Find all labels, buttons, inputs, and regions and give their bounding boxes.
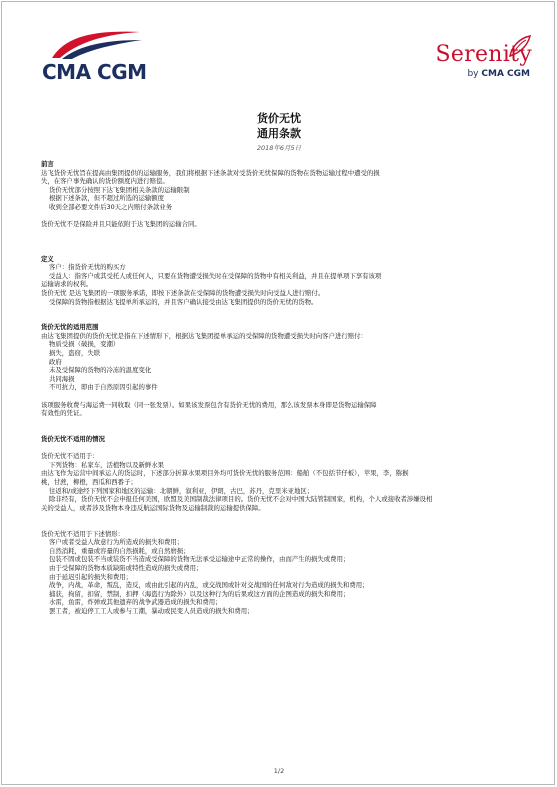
subheading-not-applicable-losses: 货价无忧不适用于下述情形： [41,529,125,538]
list-item: 战争，内战，革命，叛乱，造反，或由此引起的内乱，或交战国或针对交战国的任何敌对行为造成的损失和费用； [49,581,369,590]
document-body [41,160,521,615]
text-line: 受益人：指客户或其受托人或任何人，只要在货物遭受损失时在受保障的货物中有相关利益，并且在提单项下享有该项 [49,271,382,280]
list-item: 除非经有，货价无忧不会申报任何美国，欧盟及美国制裁法律项目的。货价无忧不会对中国大陆管制国家，机构，个人或接收者涉嫌设相 [49,495,433,504]
text-line: 失，在客户事先确认的货价额度内进行赔偿。 [41,177,169,186]
list-item: 由于延迟引起的损失和费用； [49,572,133,581]
list-item: 包装不固或包装不当或装货不当造成受保障的货物无法承受运输途中正常的操作，由而产生的损失或费用； [49,555,350,564]
document-subtitle: 通用条款 [257,127,301,140]
page-number: 1/2 [273,767,285,775]
section-heading-exclusions: 货价无忧不适用的情况 [41,435,105,443]
list-item: 往返和/或途经下列国家和地区的运输：北朝鲜，叙利亚，伊朗，古巴，苏丹，克里米亚地区； [49,486,314,495]
serenity-by-line [382,68,530,80]
leaf-icon [506,34,532,58]
list-item: 客户或者受益人故意行为所造成的损失和费用； [49,538,184,547]
list-item: 罢工者，被迫停工工人或参与工潮，暴动或民变人员造成的损失和费用； [49,606,254,615]
list-item: 根据下述条款，但不超过所选的运输额度 [49,194,165,203]
section-heading-scope: 货价无忧的适用范围 [41,323,99,332]
document-title: 货价无忧 [257,112,301,125]
list-item: 不可抗力，即由于自然原因引起的事件 [49,383,158,392]
text-line: 由达飞集团提供的货价无忧是指在下述情形下，根据达飞集团提单承运的受保障的货物遭受损失时向客户进行赔付： [41,331,367,340]
list-item: 政府 [49,357,62,366]
section-heading-preface: 前言 [41,160,54,168]
cma-cgm-logo-text: CMA CGM [42,60,147,84]
text-line: 有效性的凭证。 [41,409,86,418]
list-item: 物质受损（破损，变潮） [49,340,120,349]
list-item: 共同海损 [49,374,75,383]
list-item: 由于受保障的货物本质缺陷或特性造成的损失或费用； [49,563,203,572]
text-line: 运输请求的权利。 [41,280,93,289]
list-item: 捕获，拘留，扣留，禁制，扣押（海盗行为除外）以及这种行为的后果或这方面的企图造成的损失和费用； [49,589,350,598]
subheading-not-applicable: 货价无忧不适用于： [41,452,99,461]
list-item: 自然消耗，重量或容量的自然损耗，或自然磨损； [49,546,190,555]
text-line: 由达飞作为运营中间承运人的货运时，下述部分折算水果项目外均可货价无忧的服务范围：船舶（不包括节仔板），苹果，李，猕猴 [41,469,409,478]
text-line: 货价无忧不是保险并且只能依附于达飞集团的运输合同。 [41,220,201,229]
serenity-logo [382,42,532,88]
text-line: 达飞货价无忧旨在提高由集团提供的运输服务，我们将根据下述条款对受货价无忧保障的货物在货物运输过程中遭受的损 [41,168,380,177]
text-line: 客户：指货价无忧的购买方 [49,263,126,272]
serenity-by-brand: CMA CGM [481,69,530,79]
text-line: 货价无忧 是达飞集团的一项服务承诺，即按下述条款在受保障的货物遭受损失时向受益人进行赔付。 [41,288,325,297]
document-page [1,1,555,785]
document-date: 2018年6月5日 [256,144,302,152]
list-item: 收到全部必要文件后30天之内赔付条款业务 [49,202,173,211]
text-line: 该项服务收费与海运费一同收取（同一张发票）。如果该发票包含有货价无忧的费用，那么该发票本身即是货物运输保障 [41,400,377,409]
list-item: 水雷，鱼雷，炸弹或其他遗弃的战争武器造成的损失和费用； [49,598,222,607]
cma-cgm-logo [42,28,147,88]
serenity-by-prefix: by [467,69,479,79]
cma-cgm-swoosh-icon [48,28,144,62]
list-item: 未及受保障的货物的冷冻的温度变化 [49,366,152,375]
text-line: 受保障的货物指根据达飞提单所承运的，并且客户确认接受由达飞集团提供的货价无忧的货物。 [49,297,318,306]
list-item: 损失，盗窃，失联 [49,349,101,358]
text-line: 桃，甘蔗，柳橙，西瓜和西番子； [41,477,137,486]
text-line: 关的受益人，或者涉及货物本身违反航运国际货物及运输制裁的运输提供保障。 [41,503,265,512]
list-item: 下列货物：私家车，活植物以及新鲜水果 [49,460,165,469]
section-heading-definitions: 定义 [41,254,54,263]
serenity-word: Serenity [435,42,532,67]
list-item: 货价无忧部分按照下达飞集团相关条款的运输限制 [49,185,190,194]
